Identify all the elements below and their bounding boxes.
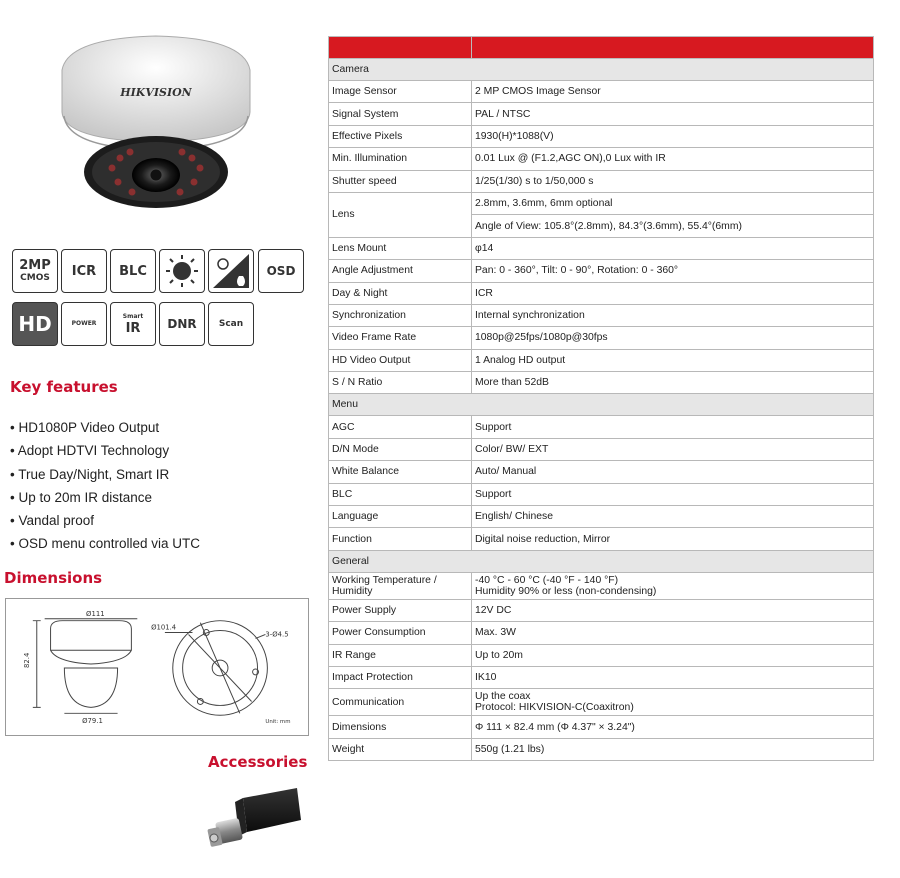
spec-row xyxy=(329,666,874,688)
spec-value: Up to 20m xyxy=(472,644,874,666)
dim-unit: Unit: mm xyxy=(265,719,291,726)
dimensions-heading: Dimensions xyxy=(4,569,103,587)
spec-label: Function xyxy=(329,528,472,550)
osd-icon-label: OSD xyxy=(266,264,296,278)
smart-ir-icon-label: Smart xyxy=(122,312,144,320)
spec-label: Image Sensor xyxy=(329,81,472,103)
spec-row xyxy=(329,483,874,505)
feature-item: • Adopt HDTVI Technology xyxy=(10,439,300,462)
spec-row xyxy=(329,572,874,599)
dnr-icon-label: DNR xyxy=(167,317,197,331)
spec-row xyxy=(329,622,874,644)
dimensions-drawing xyxy=(5,598,309,736)
spec-value: Color/ BW/ EXT xyxy=(472,438,874,460)
spec-row xyxy=(329,689,874,716)
spec-value: 1 Analog HD output xyxy=(472,349,874,371)
spec-value: φ14 xyxy=(472,237,874,259)
spec-value: English/ Chinese xyxy=(472,506,874,528)
blc-icon-label: BLC xyxy=(119,263,147,279)
power-icon xyxy=(61,302,107,346)
spec-label: Video Frame Rate xyxy=(329,327,472,349)
spec-row xyxy=(329,282,874,304)
spec-row xyxy=(329,716,874,738)
spec-value: 1930(H)*1088(V) xyxy=(472,125,874,147)
spec-label: Power Consumption xyxy=(329,622,472,644)
spec-row xyxy=(329,372,874,394)
spec-section-row xyxy=(329,550,874,572)
spec-value: Max. 3W xyxy=(472,622,874,644)
feature-item: • HD1080P Video Output xyxy=(10,416,300,439)
osd-icon xyxy=(258,249,304,293)
smart-ir-icon-label: IR xyxy=(125,320,141,336)
camera-brand-logo: HIKVISION xyxy=(120,86,192,99)
spec-row xyxy=(329,349,874,371)
spec-row xyxy=(329,304,874,326)
spec-row xyxy=(329,506,874,528)
dim-base-diameter: Ø101.4 xyxy=(151,623,177,632)
spec-value: 0.01 Lux @ (F1.2,AGC ON),0 Lux with IR xyxy=(472,148,874,170)
spec-label: Communication xyxy=(329,689,472,716)
spec-row xyxy=(329,738,874,760)
spec-value-line: Protocol: HIKVISION-C(Coaxitron) xyxy=(475,702,634,714)
spec-row xyxy=(329,461,874,483)
spec-row xyxy=(329,170,874,192)
spec-label: Working Temperature / Humidity xyxy=(329,572,472,599)
spec-section-label: General xyxy=(329,550,874,572)
spec-label: BLC xyxy=(329,483,472,505)
spec-row xyxy=(329,148,874,170)
camera-product-image xyxy=(48,30,264,210)
2mp-cmos-icon xyxy=(12,249,58,293)
dim-height: 82.4 xyxy=(22,652,31,668)
spec-row xyxy=(329,416,874,438)
spec-value: 12V DC xyxy=(472,599,874,621)
dim-holes: 3-Ø4.5 xyxy=(265,630,289,639)
spec-value: IK10 xyxy=(472,666,874,688)
spec-value: PAL / NTSC xyxy=(472,103,874,125)
spec-value: 1080p@25fps/1080p@30fps xyxy=(472,327,874,349)
spec-value-line: Humidity 90% or less (non-condensing) xyxy=(475,585,657,597)
spec-row xyxy=(329,438,874,460)
spec-value-line: Up the coax xyxy=(475,691,531,703)
spec-row xyxy=(329,599,874,621)
spec-label: Language xyxy=(329,506,472,528)
spec-label: Lens xyxy=(329,192,472,237)
spec-value: 1/25(1/30) s to 1/50,000 s xyxy=(472,170,874,192)
spec-section-label: Camera xyxy=(329,59,874,81)
spec-value: More than 52dB xyxy=(472,372,874,394)
feature-item: • Up to 20m IR distance xyxy=(10,486,300,509)
spec-value: Angle of View: 105.8°(2.8mm), 84.3°(3.6mm), 55.4°(6mm) xyxy=(472,215,874,237)
spec-row xyxy=(329,103,874,125)
key-features-list xyxy=(10,416,300,556)
spec-value: Auto/ Manual xyxy=(472,461,874,483)
spec-label: Synchronization xyxy=(329,304,472,326)
hd-icon xyxy=(12,302,58,346)
spec-row xyxy=(329,81,874,103)
spec-label: Power Supply xyxy=(329,599,472,621)
2mp-cmos-icon-label: 2MP xyxy=(19,258,51,273)
spec-row xyxy=(329,644,874,666)
spec-value: 2 MP CMOS Image Sensor xyxy=(472,81,874,103)
spec-label: Effective Pixels xyxy=(329,125,472,147)
feature-item: • OSD menu controlled via UTC xyxy=(10,532,300,555)
spec-label: S / N Ratio xyxy=(329,372,472,394)
icr-icon xyxy=(61,249,107,293)
light-sensor-icon xyxy=(208,249,254,293)
smart-ir-icon xyxy=(110,302,156,346)
icr-icon-label: ICR xyxy=(71,263,97,279)
hd-icon-label: HD xyxy=(18,312,52,336)
spec-section-label: Menu xyxy=(329,394,874,416)
spec-value xyxy=(472,572,874,599)
spec-header-row xyxy=(329,37,874,59)
spec-value: Φ 111 × 82.4 mm (Φ 4.37" × 3.24") xyxy=(472,716,874,738)
spec-value: Internal synchronization xyxy=(472,304,874,326)
spec-label: D/N Mode xyxy=(329,438,472,460)
spec-label: Weight xyxy=(329,738,472,760)
accessories-heading: Accessories xyxy=(208,753,308,771)
feature-item: • True Day/Night, Smart IR xyxy=(10,463,300,486)
spec-value: 2.8mm, 3.6mm, 6mm optional xyxy=(472,192,874,214)
spec-value: ICR xyxy=(472,282,874,304)
spec-label: Shutter speed xyxy=(329,170,472,192)
spec-label: Min. Illumination xyxy=(329,148,472,170)
feature-item: • Vandal proof xyxy=(10,509,300,532)
spec-label: Angle Adjustment xyxy=(329,260,472,282)
spec-row xyxy=(329,528,874,550)
spec-section-row xyxy=(329,59,874,81)
spec-row xyxy=(329,327,874,349)
spec-value: Pan: 0 - 360°, Tilt: 0 - 90°, Rotation: 0 - 360° xyxy=(472,260,874,282)
spec-label: AGC xyxy=(329,416,472,438)
spec-value-line: -40 °C - 60 °C (-40 °F - 140 °F) xyxy=(475,574,619,586)
spec-label: Day & Night xyxy=(329,282,472,304)
spec-label: White Balance xyxy=(329,461,472,483)
dim-bottom-diameter: Ø79.1 xyxy=(82,717,103,726)
spec-value xyxy=(472,689,874,716)
dim-top-diameter: Ø111 xyxy=(86,609,105,618)
day-night-icon xyxy=(159,249,205,293)
spec-label: Impact Protection xyxy=(329,666,472,688)
spec-row xyxy=(329,260,874,282)
spec-value: Support xyxy=(472,416,874,438)
spec-row xyxy=(329,192,874,214)
spec-row xyxy=(329,237,874,259)
spec-value: Digital noise reduction, Mirror xyxy=(472,528,874,550)
spec-table xyxy=(328,36,874,761)
spec-label: Signal System xyxy=(329,103,472,125)
blc-icon xyxy=(110,249,156,293)
spec-label: IR Range xyxy=(329,644,472,666)
scan-icon xyxy=(208,302,254,346)
key-features-heading: Key features xyxy=(10,378,118,396)
spec-label: Dimensions xyxy=(329,716,472,738)
spec-row xyxy=(329,125,874,147)
2mp-cmos-icon-label: CMOS xyxy=(20,273,50,283)
spec-value: 550g (1.21 lbs) xyxy=(472,738,874,760)
scan-icon-label: Scan xyxy=(218,318,244,329)
dnr-icon xyxy=(159,302,205,346)
spec-section-row xyxy=(329,394,874,416)
power-icon-label: POWER xyxy=(71,320,97,327)
spec-label: Lens Mount xyxy=(329,237,472,259)
spec-value: Support xyxy=(472,483,874,505)
spec-label: HD Video Output xyxy=(329,349,472,371)
balun-accessory-image xyxy=(205,780,305,865)
